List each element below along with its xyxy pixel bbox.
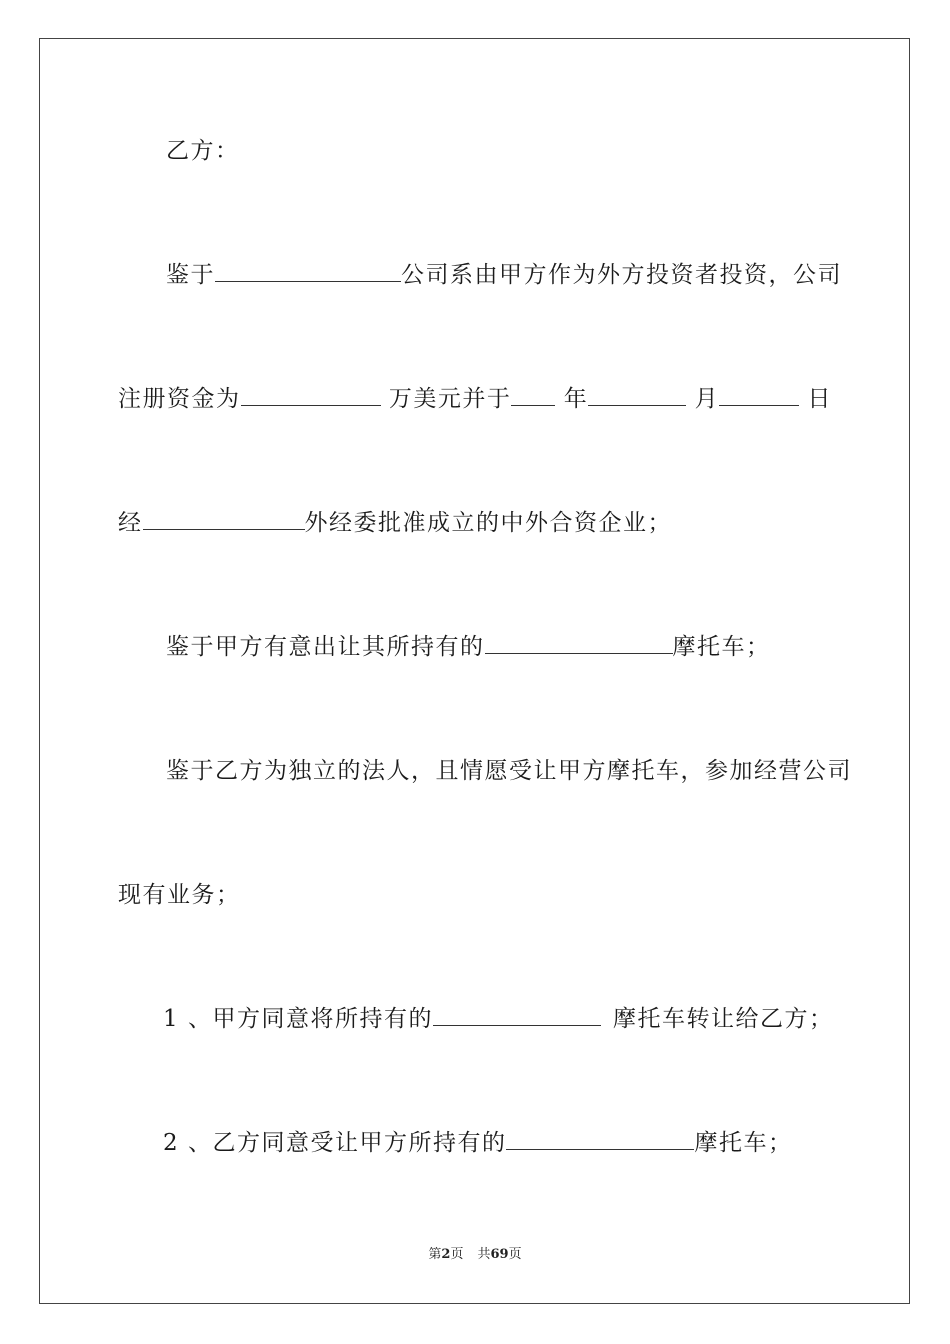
- item2-text-b: 摩托车；: [694, 1130, 793, 1156]
- p3-text-1: 鉴于乙方为独立的法人，且情愿受让甲方摩托车，参加经营公司: [166, 758, 852, 784]
- p2-text-b: 摩托车；: [672, 634, 771, 660]
- blank-year[interactable]: [511, 385, 555, 406]
- blank-approver[interactable]: [143, 509, 305, 530]
- p1-usd-text: 万美元并于: [388, 386, 512, 412]
- page-footer: [0, 1246, 950, 1264]
- item2-text-a: 2 、乙方同意受让甲方所持有的: [163, 1130, 507, 1156]
- p1-registered-capital-label: 注册资金为: [118, 386, 241, 412]
- party-b-text: 乙方：: [166, 138, 240, 164]
- p1-month-label: 月: [694, 386, 720, 412]
- p1-year-label: 年: [563, 386, 589, 412]
- footer-total-prefix: 共: [477, 1247, 491, 1262]
- item2-line: [163, 1128, 792, 1158]
- p1-approval-text: 外经委批准成立的中外合资企业；: [304, 510, 672, 536]
- p3-text-2: 现有业务；: [118, 882, 241, 908]
- item1-line: [163, 1004, 833, 1034]
- item1-text-a: 1 、甲方同意将所持有的: [163, 1006, 433, 1032]
- footer-total-suffix: 页: [508, 1247, 522, 1262]
- p1-text-b: 公司系由甲方作为外方投资者投资，公司: [401, 262, 842, 288]
- p1-via-label: 经: [118, 510, 143, 536]
- footer-page-number: 2: [441, 1247, 451, 1262]
- blank-motorcycle-3[interactable]: [506, 1129, 694, 1150]
- p3-line1: [166, 756, 852, 786]
- p1-text-a: 鉴于: [166, 262, 215, 288]
- item1-text-b: 摩托车转让给乙方；: [612, 1006, 834, 1032]
- blank-capital[interactable]: [241, 385, 381, 406]
- p1-line1: [166, 260, 842, 290]
- blank-company-name[interactable]: [215, 261, 401, 282]
- p1-line3: [118, 508, 672, 538]
- blank-month[interactable]: [588, 385, 686, 406]
- blank-day[interactable]: [719, 385, 799, 406]
- footer-page-suffix: 页: [450, 1247, 464, 1262]
- blank-motorcycle-2[interactable]: [433, 1005, 601, 1026]
- p2-line: [166, 632, 771, 662]
- page-border: [39, 38, 910, 1304]
- party-b-label: [166, 136, 240, 166]
- footer-total-number: 69: [490, 1247, 509, 1262]
- p3-line2: [118, 880, 241, 910]
- p2-text-a: 鉴于甲方有意出让其所持有的: [166, 634, 485, 660]
- blank-motorcycle-1[interactable]: [485, 633, 673, 654]
- p1-line2: [118, 384, 832, 414]
- footer-page-prefix: 第: [428, 1247, 442, 1262]
- p1-day-label: 日: [807, 386, 832, 412]
